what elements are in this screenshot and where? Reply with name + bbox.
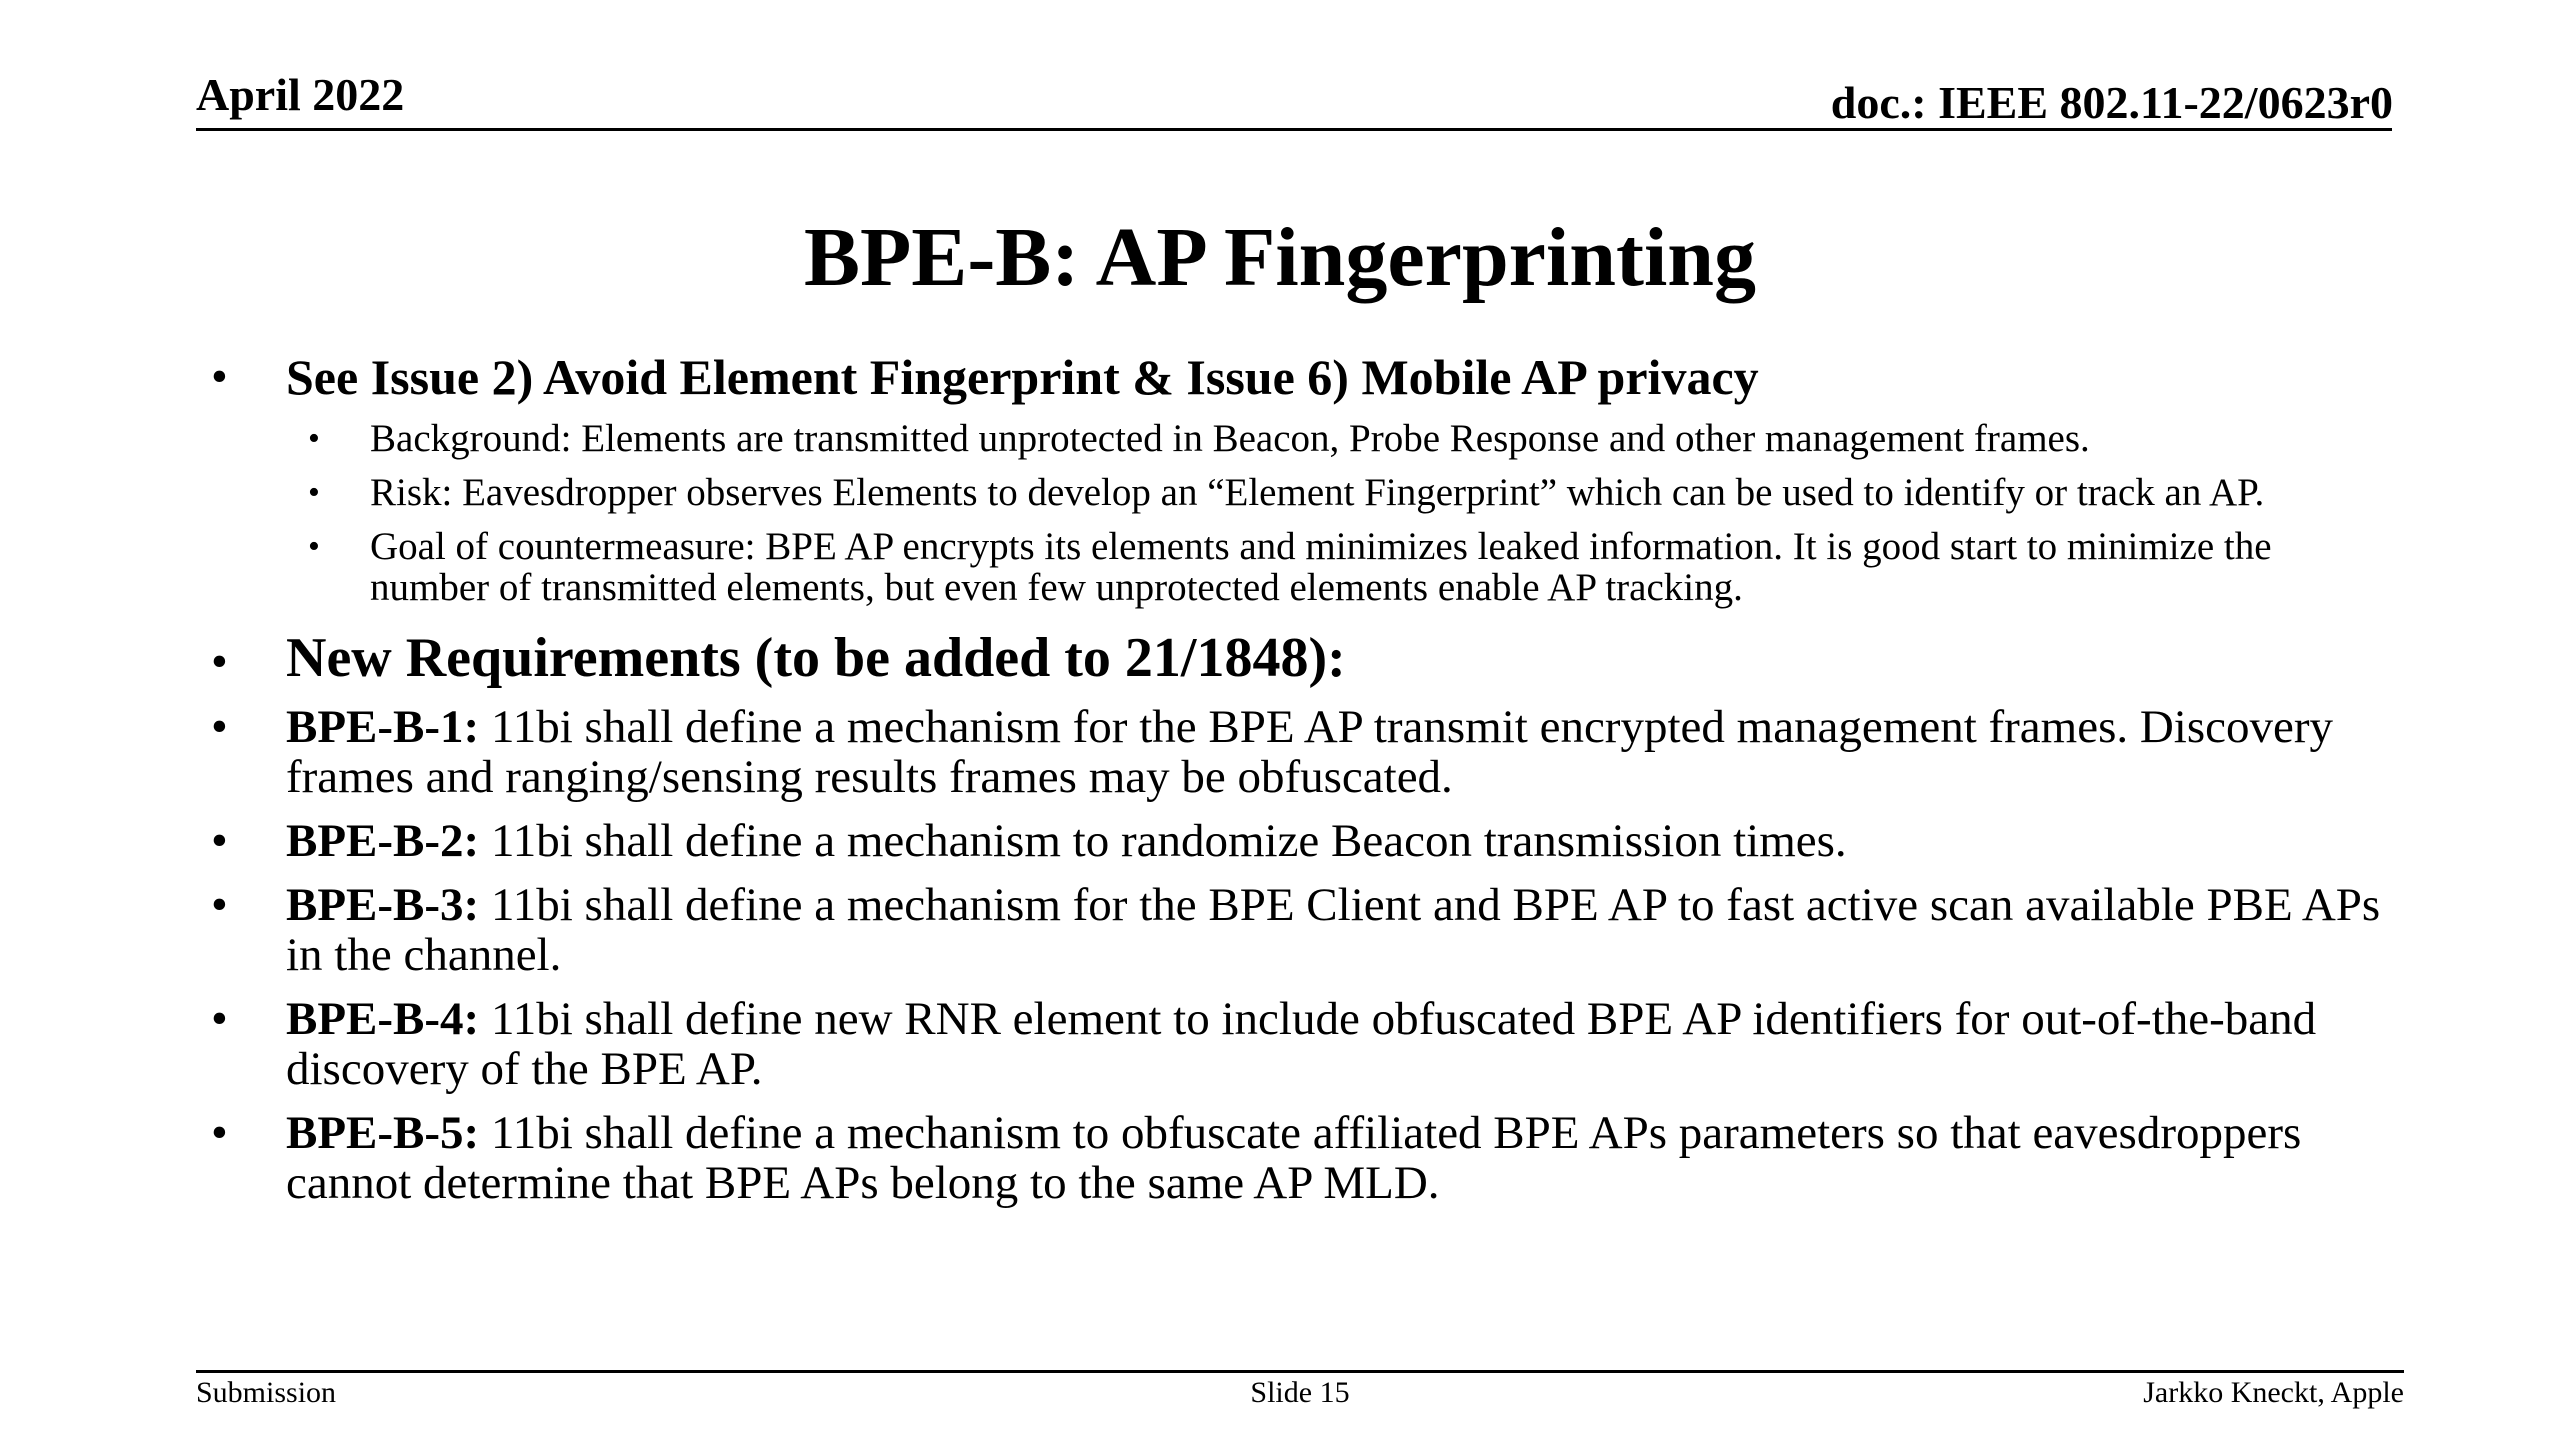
requirement-id: BPE-B-3:: [286, 879, 480, 931]
footer-submission: Submission: [196, 1376, 337, 1409]
requirement-text: 11bi shall define a mechanism to obfuscate affiliated BPE APs parameters so that eavesdroppers cannot determine that BPE APs belong to the same AP MLD.: [286, 1107, 2302, 1209]
bullet: •: [211, 878, 228, 931]
issues-heading-item: [196, 349, 2396, 405]
issues-heading: See Issue 2) Avoid Element Fingerprint & Issue 6) Mobile AP privacy: [286, 349, 1759, 405]
requirement-id: BPE-B-4:: [286, 993, 480, 1045]
bullet: •: [211, 992, 228, 1045]
sub-item-background: [196, 418, 2396, 459]
footer-divider: [196, 1370, 2404, 1373]
sub-item-goal: [196, 526, 2396, 608]
requirements-heading: New Requirements (to be added to 21/1848):: [286, 627, 1346, 689]
bullet: •: [211, 700, 228, 753]
requirements-heading-item: [196, 627, 2396, 689]
sub-item-risk: [196, 472, 2396, 513]
requirement-item: [196, 880, 2396, 980]
sub-item-text: Background: Elements are transmitted unprotected in Beacon, Probe Response and other management frames.: [370, 417, 2090, 460]
requirement-text: 11bi shall define a mechanism for the BPE AP transmit encrypted management frames. Discovery frames and ranging/sensing results frames may be obfuscated.: [286, 701, 2334, 803]
bullet: •: [211, 814, 228, 867]
requirement-text: 11bi shall define a mechanism to randomize Beacon transmission times.: [479, 815, 1847, 867]
slide-content: [196, 349, 2396, 1222]
requirement-item: [196, 816, 2396, 866]
requirement-item: [196, 1108, 2396, 1208]
requirement-item: [196, 994, 2396, 1094]
slide-title: BPE-B: AP Fingerprinting: [803, 211, 1757, 304]
sub-item-text: Goal of countermeasure: BPE AP encrypts its elements and minimizes leaked information. It is good start to minimize the number of transmitted elements, but even few unprotected elements enable AP tracking.: [370, 525, 2272, 609]
bullet: •: [308, 528, 320, 565]
bullet: •: [211, 1106, 228, 1159]
bullet: •: [211, 635, 228, 688]
requirement-text: 11bi shall define new RNR element to include obfuscated BPE AP identifiers for out-of-the-band discovery of the BPE AP.: [286, 993, 2317, 1095]
bullet: •: [308, 420, 320, 457]
requirement-id: BPE-B-2:: [286, 815, 480, 867]
header-divider: [196, 128, 2392, 131]
footer-author: Jarkko Kneckt, Apple: [2143, 1376, 2404, 1409]
header-doc-id: doc.: IEEE 802.11-22/0623r0: [1830, 77, 2393, 128]
sub-item-text: Risk: Eavesdropper observes Elements to develop an “Element Fingerprint” which can be used to identify or track an AP.: [370, 471, 2265, 514]
bullet: •: [308, 474, 320, 511]
header-date: April 2022: [196, 69, 405, 120]
requirement-id: BPE-B-1:: [286, 701, 480, 753]
requirement-id: BPE-B-5:: [286, 1107, 480, 1159]
footer-slide-number: Slide 15: [1250, 1376, 1350, 1409]
requirement-text: 11bi shall define a mechanism for the BPE Client and BPE AP to fast active scan available PBE APs in the channel.: [286, 879, 2381, 981]
bullet: •: [211, 350, 228, 403]
requirement-item: [196, 702, 2396, 802]
